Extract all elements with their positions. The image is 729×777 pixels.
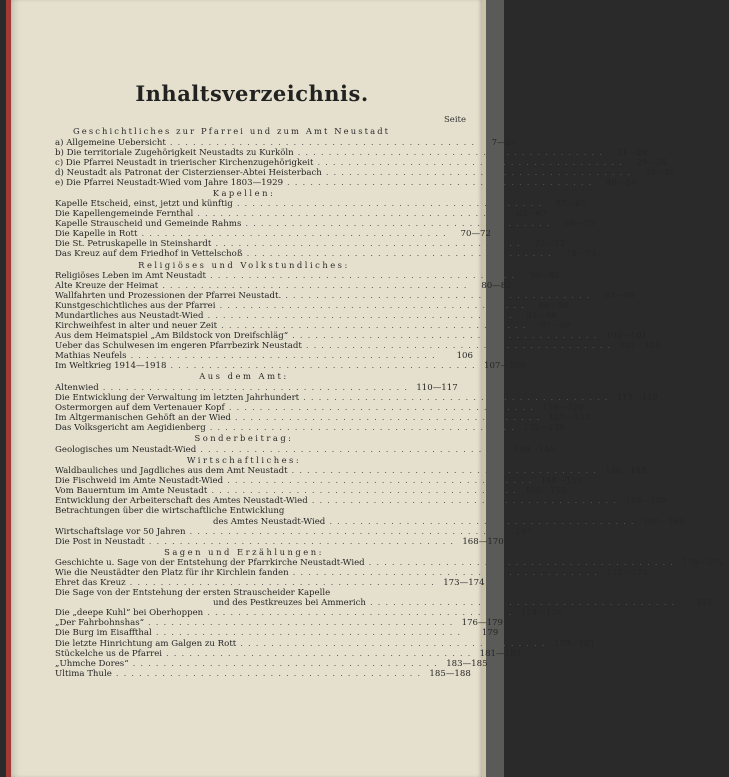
toc-entry	[55, 608, 563, 619]
dot-leader: ........................................	[162, 281, 472, 292]
toc-entry-title: Die Entwicklung der Verwaltung im letzten Jahrhundert	[55, 393, 300, 404]
dot-leader: ........................................	[197, 209, 507, 220]
toc-entry	[55, 486, 567, 497]
toc-entry	[55, 496, 667, 507]
toc-entry-title: Stückelche us de Pfarrei	[55, 648, 163, 659]
toc-entry	[55, 209, 547, 220]
section-heading: Kapellen:	[212, 187, 276, 198]
toc-entry-title: Aus dem Heimatspiel „Am Bildstock von Dreifschläg“	[55, 331, 289, 342]
toc-entry	[55, 516, 685, 527]
toc-entry-pages: 106	[456, 351, 473, 362]
toc-entry-pages: 107—109	[484, 361, 526, 372]
dot-leader: ........................................	[303, 393, 613, 404]
toc-entry-title: Die Sage von der Entstehung der ersten Strauscheider Kapelle	[55, 588, 331, 599]
dot-leader: ........................................	[368, 558, 678, 569]
toc-entry-title: Das Kreuz auf dem Friedhof in Vettelschoß	[55, 249, 243, 260]
toc-entry	[55, 628, 499, 639]
dot-leader: ........................................	[210, 271, 520, 282]
section-heading: Geschichtliches zur Pfarrei und zum Amt Neustadt	[73, 126, 391, 136]
toc-entry-title: Ostermorgen auf dem Vertenauer Kopf	[55, 403, 225, 414]
toc-entry	[55, 331, 648, 342]
dot-leader: ........................................	[141, 229, 451, 240]
dot-leader: ........................................	[219, 301, 529, 312]
toc-entry	[55, 137, 517, 148]
toc-entry-pages: 173—174	[443, 578, 485, 589]
dot-leader: ........................................	[311, 496, 621, 507]
toc-entry-pages: 174	[696, 598, 713, 609]
dot-leader: ........................................	[130, 351, 440, 362]
toc-entry	[55, 618, 504, 629]
toc-entry-title: Das Volksgericht am Aegidienberg	[55, 423, 206, 434]
toc-entry-title: „Der Fahrbohnshas“	[55, 618, 145, 629]
toc-entry-pages: 70—72	[460, 229, 491, 240]
toc-entry-title: Religiöses Leben im Amt Neustadt	[55, 271, 207, 282]
toc-entry-pages: 110—117	[416, 382, 458, 393]
toc-entry-pages: 127—132	[548, 413, 590, 424]
toc-entry-title: Mathias Neufels	[55, 351, 127, 362]
dot-leader: ........................................	[329, 516, 639, 527]
toc-entry	[55, 423, 565, 434]
toc-entry-title: c) Die Pfarrei Neustadt in trierischer Kirchenzugehörigkeit	[55, 157, 314, 168]
toc-entry	[55, 167, 676, 178]
toc-entry-pages: 117—119	[616, 393, 659, 404]
toc-entry	[55, 578, 485, 589]
toc-entry-pages: 181—183	[479, 648, 522, 659]
toc-entry-title: Ehret das Kreuz	[55, 578, 126, 589]
dot-leader: ........................................	[189, 526, 499, 537]
toc-entry-title: Kunstgeschichtliches aus der Pfarrei	[55, 301, 216, 312]
dot-leader: ........................................	[325, 167, 636, 178]
toc-entry-pages: 168—170	[462, 536, 504, 547]
toc-entry-title: Im Weltkrieg 1914—1918	[55, 361, 167, 372]
seite-label: Seite	[443, 115, 466, 125]
dot-leader: ........................................	[240, 638, 550, 649]
toc-entry-pages: 91—96	[526, 311, 557, 322]
toc-entry-title: Die St. Petruskapelle in Steinshardt	[55, 239, 212, 250]
toc-entry-pages: 183—185	[446, 658, 488, 669]
dot-leader: ........................................	[166, 648, 476, 659]
toc-entry-title: Vom Bauerntum im Amte Neustadt	[55, 486, 208, 497]
toc-entry-title: Die Post in Neustadt	[55, 536, 145, 547]
toc-entry-pages: 80—82	[481, 281, 512, 292]
toc-entry-pages: 174—176	[520, 608, 563, 619]
toc-entry	[55, 239, 565, 250]
toc-entry-pages: 68—70	[564, 219, 595, 230]
toc-entry	[55, 598, 713, 609]
section-heading: Religiöses und Volkstundliches:	[138, 259, 350, 270]
toc-entry	[55, 271, 560, 282]
toc-entry-pages: 82—86	[604, 291, 635, 302]
toc-entry	[55, 658, 488, 669]
dot-leader: ........................................	[211, 486, 521, 497]
toc-entry	[55, 157, 667, 168]
toc-entry-pages: 21—29	[616, 147, 648, 158]
toc-entry	[55, 351, 473, 362]
toc-entry-title: Kapelle Strauscheid und Gemeinde Rahms	[55, 219, 242, 230]
toc-entry-title: Die Kapellengemeinde Fernthal	[55, 209, 194, 220]
toc-entry-pages: 102—105	[619, 341, 661, 352]
toc-entry	[55, 526, 532, 537]
dot-leader: ........................................	[209, 423, 519, 434]
toc-entry-title: Mundartliches aus Neustadt-Wied	[55, 311, 204, 322]
toc-entry	[55, 568, 648, 579]
toc-entry-pages: 176—179	[461, 618, 504, 629]
toc-entry-pages: 179	[481, 628, 499, 639]
dot-leader: ........................................	[170, 361, 480, 372]
toc-entry-title: Betrachtungen über die wirtschaftliche Entwicklung	[55, 506, 285, 517]
section-heading: Wirtschaftliches:	[186, 454, 302, 465]
toc-entry-title: Waldbauliches und Jagdliches aus dem Amt Neustadt	[55, 466, 288, 477]
toc-entry	[55, 321, 571, 332]
toc-entry-title: Ueber das Schulwesen im engeren Pfarrbezirk Neustadt	[55, 341, 302, 352]
table-of-contents	[55, 126, 724, 679]
toc-entry	[55, 536, 504, 547]
toc-entry	[55, 361, 526, 372]
toc-entry-title: Kapelle Etscheid, einst, jetzt und künftig	[55, 199, 233, 210]
toc-entry-title: a) Allgemeine Uebersicht	[55, 137, 166, 148]
section-heading: Sagen und Erzählungen:	[164, 546, 324, 557]
toc-entry-pages: 76—80	[529, 271, 560, 282]
toc-entry	[55, 281, 512, 292]
toc-entry-pages: 34—45	[644, 167, 676, 178]
toc-entry-title: Die Fischweid im Amte Neustadt-Wied	[55, 476, 224, 487]
dot-leader: ........................................	[132, 658, 442, 669]
dot-leader: ........................................	[148, 618, 458, 629]
dot-leader: ........................................	[292, 331, 602, 342]
toc-entry-pages: 63—67	[516, 209, 547, 220]
toc-entry-pages: 132—139	[523, 423, 565, 434]
toc-entry-pages: 29—34	[636, 157, 667, 168]
dot-leader: ........................................	[129, 578, 439, 589]
toc-entry	[55, 341, 661, 352]
toc-entry-pages: 185—188	[429, 668, 471, 679]
dot-leader: ........................................	[245, 219, 555, 230]
toc-entry	[55, 444, 556, 455]
toc-entry-pages: 97—99	[540, 321, 571, 332]
toc-entry-title: Im Altgermanischen Gehöft an der Wied	[55, 413, 231, 424]
toc-entry-title: Wie die Neustädter den Platz für ihr Kirchlein fanden	[55, 568, 289, 579]
toc-entry-title: Wirtschaftslage vor 50 Jahren	[55, 526, 186, 537]
toc-entry	[55, 199, 587, 210]
toc-entry-title: Geschichte u. Sage von der Entstehung der Pfarrkirche Neustadt-Wied	[55, 558, 365, 569]
toc-entry	[55, 291, 635, 302]
toc-entry	[55, 311, 557, 322]
toc-entry-pages: 155—159	[625, 496, 667, 507]
binding-edge	[6, 0, 11, 777]
toc-entry-title: d) Neustadt als Patronat der Cisterzienser-Abtei Heisterbach	[55, 167, 322, 178]
dot-leader: ........................................	[287, 177, 597, 188]
toc-entry-title: Altenwied	[55, 382, 99, 393]
toc-entry	[55, 588, 433, 598]
toc-entry-title: Ultima Thule	[55, 668, 112, 679]
dot-leader: ........................................	[200, 444, 510, 455]
toc-entry-pages: 148—150	[540, 476, 583, 487]
dot-leader: ........................................	[369, 598, 680, 609]
dot-leader: ........................................	[148, 536, 459, 547]
toc-entry	[55, 301, 570, 312]
toc-entry-title: Entwicklung der Arbeiterschaft des Amtes Neustadt-Wied	[55, 496, 308, 507]
toc-entry-pages: 7—21	[491, 137, 517, 148]
toc-entry	[55, 393, 659, 404]
dot-leader: ........................................	[291, 466, 601, 477]
toc-entry	[55, 476, 583, 487]
toc-entry-title: Die Burg im Eisaffthal	[55, 628, 152, 639]
toc-entry	[55, 668, 471, 679]
toc-entry-title: Kirchweihfest in alter und neuer Zeit	[55, 321, 218, 332]
toc-entry	[55, 466, 647, 477]
dot-leader: ........................................	[297, 147, 607, 158]
toc-entry	[55, 413, 590, 424]
dot-leader: ........................................	[236, 199, 547, 210]
toc-entry-title: Die „deepe Kuhl“ bei Oberhoppen	[55, 608, 204, 619]
page-title: Inhaltsverzeichnis.	[135, 81, 369, 106]
toc-entry-pages: 146—148	[605, 466, 647, 477]
dot-leader: ........................................	[285, 291, 595, 302]
toc-entry	[55, 403, 584, 414]
toc-entry	[55, 382, 458, 393]
toc-entry	[55, 177, 637, 188]
toc-entry-title: Geologisches um Neustadt-Wied	[55, 444, 197, 455]
dot-leader: ........................................	[317, 157, 627, 168]
dot-leader: ........................................	[207, 608, 517, 619]
toc-entry-pages: 57—63	[555, 199, 587, 210]
dot-leader: ........................................	[102, 382, 413, 393]
section-heading: Sonderbeitrag:	[194, 433, 294, 444]
dot-leader: ........................................	[292, 568, 602, 579]
toc-entry	[55, 506, 433, 516]
toc-entry-title: Die letzte Hinrichtung am Galgen zu Rott	[55, 638, 237, 649]
dot-leader: ........................................	[221, 321, 531, 332]
toc-entry	[55, 249, 597, 260]
toc-entry-pages: 170—172	[682, 558, 724, 569]
toc-entry-title: des Amtes Neustadt-Wied	[213, 516, 326, 527]
dot-leader: ........................................	[215, 239, 525, 250]
toc-entry-title: „Uhmche Dores“	[55, 658, 129, 669]
toc-entry-pages: 172—173	[606, 568, 648, 579]
toc-entry-pages: 150—155	[524, 486, 567, 497]
toc-entry-pages: 167	[515, 526, 532, 537]
toc-entry-pages: 179—181	[553, 638, 596, 649]
dot-leader: ........................................	[305, 341, 616, 352]
toc-entry	[55, 229, 491, 240]
dot-leader: ........................................	[227, 476, 537, 487]
dot-leader: ........................................	[115, 668, 426, 679]
dot-leader: ........................................	[228, 403, 539, 414]
toc-entry	[55, 648, 522, 659]
toc-entry-pages: 100—101	[605, 331, 648, 342]
toc-entry-pages: 160—166	[642, 516, 685, 527]
section-heading: Aus dem Amt:	[199, 371, 289, 382]
dot-leader: ........................................	[234, 413, 545, 424]
toc-entry-pages: 74—75	[565, 249, 597, 260]
toc-entry	[55, 558, 724, 569]
toc-entry-pages: 86—90	[538, 301, 570, 312]
toc-entry-title: und des Pestkreuzes bei Ammerich	[213, 598, 366, 609]
dot-leader: ........................................	[207, 311, 517, 322]
toc-entry-pages: 72—73	[534, 239, 565, 250]
toc-entry	[55, 638, 596, 649]
toc-entry	[55, 147, 648, 158]
dot-leader: ........................................	[155, 628, 466, 639]
toc-entry-pages: 119—126	[542, 403, 584, 414]
toc-entry-title: Die Kapelle in Rott	[55, 229, 138, 240]
toc-entry-title: Wallfahrten und Prozessionen der Pfarrei Neustadt.	[55, 291, 282, 302]
dot-leader: ........................................	[246, 249, 556, 260]
toc-entry	[55, 219, 595, 230]
toc-entry-title: e) Die Pfarrei Neustadt-Wied vom Jahre 1803—1929	[55, 177, 284, 188]
toc-entry-title: b) Die territoriale Zugehörigkeit Neustadts zu Kurköln	[55, 147, 294, 158]
toc-entry-pages: 139—145	[513, 444, 556, 455]
toc-entry-pages: 46—56	[606, 177, 637, 188]
dot-leader: ........................................	[169, 137, 480, 148]
toc-entry-title: Alte Kreuze der Heimat	[55, 281, 159, 292]
